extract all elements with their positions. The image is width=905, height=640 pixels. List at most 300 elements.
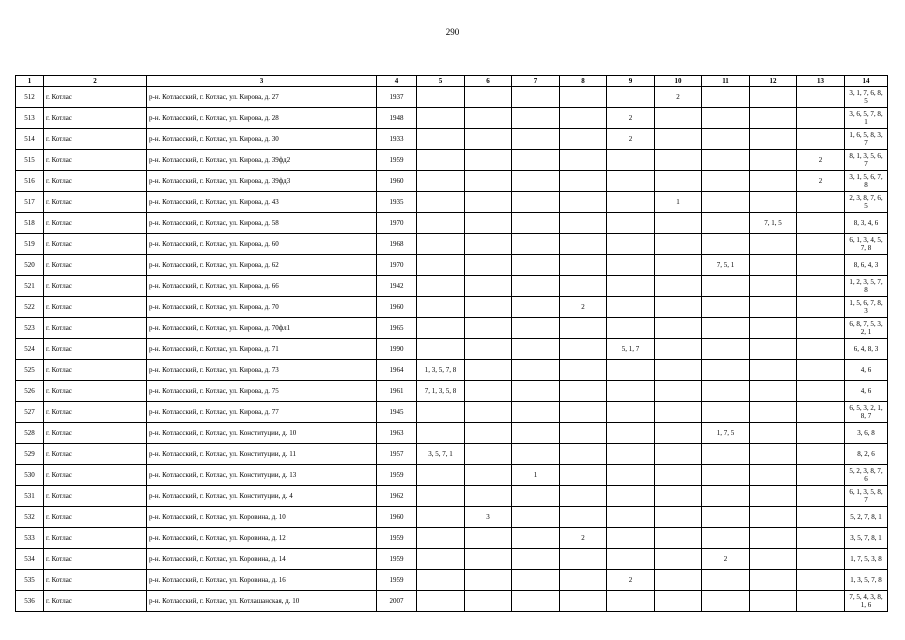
cell-col-13 — [797, 528, 845, 549]
table-row — [16, 570, 888, 591]
cell-col-12 — [750, 192, 797, 213]
cell-col-13 — [797, 402, 845, 423]
cell-col-8 — [560, 402, 607, 423]
cell-settlement: г. Котлас — [44, 318, 147, 339]
table-row — [16, 381, 888, 402]
cell-col-10 — [655, 234, 702, 255]
cell-address: р-н. Котласский, г. Котлас, ул. Кирова, д. 60 — [147, 234, 377, 255]
cell-col-8 — [560, 381, 607, 402]
cell-col-11 — [702, 444, 750, 465]
cell-col-12 — [750, 549, 797, 570]
cell-col-6 — [465, 339, 512, 360]
cell-col-13 — [797, 465, 845, 486]
cell-col-6 — [465, 318, 512, 339]
cell-year-built: 1965 — [377, 318, 417, 339]
cell-col-11 — [702, 129, 750, 150]
column-header-9: 9 — [607, 76, 655, 87]
cell-col-6 — [465, 444, 512, 465]
cell-col-10 — [655, 339, 702, 360]
cell-settlement: г. Котлас — [44, 465, 147, 486]
cell-col-12 — [750, 570, 797, 591]
cell-col-14: 5, 2, 7, 8, 1 — [845, 507, 888, 528]
cell-col-5 — [417, 591, 465, 612]
cell-col-6 — [465, 549, 512, 570]
cell-col-14: 4, 6 — [845, 381, 888, 402]
cell-col-7 — [512, 150, 560, 171]
cell-col-9 — [607, 171, 655, 192]
cell-col-11 — [702, 213, 750, 234]
cell-year-built: 1990 — [377, 339, 417, 360]
cell-row-number: 531 — [16, 486, 44, 507]
cell-year-built: 1959 — [377, 150, 417, 171]
cell-col-14: 7, 5, 4, 3, 8, 1, 6 — [845, 591, 888, 612]
cell-address: р-н. Котласский, г. Котлас, ул. Конституции, д. 4 — [147, 486, 377, 507]
table-row — [16, 486, 888, 507]
cell-row-number: 527 — [16, 402, 44, 423]
cell-col-6 — [465, 192, 512, 213]
cell-col-7 — [512, 129, 560, 150]
cell-col-7 — [512, 423, 560, 444]
cell-col-7 — [512, 108, 560, 129]
cell-col-12 — [750, 87, 797, 108]
cell-col-9 — [607, 444, 655, 465]
cell-col-8 — [560, 444, 607, 465]
cell-address: р-н. Котласский, г. Котлас, ул. Кирова, д. 70 — [147, 297, 377, 318]
cell-col-12 — [750, 591, 797, 612]
cell-col-10 — [655, 213, 702, 234]
cell-col-5 — [417, 570, 465, 591]
cell-col-13 — [797, 255, 845, 276]
cell-settlement: г. Котлас — [44, 360, 147, 381]
cell-col-12 — [750, 276, 797, 297]
cell-col-13: 2 — [797, 150, 845, 171]
cell-col-12 — [750, 318, 797, 339]
cell-col-9 — [607, 465, 655, 486]
column-header-3: 3 — [147, 76, 377, 87]
cell-col-12 — [750, 507, 797, 528]
page-number: 290 — [445, 27, 460, 37]
cell-col-12 — [750, 381, 797, 402]
column-header-13: 13 — [797, 76, 845, 87]
cell-col-8 — [560, 360, 607, 381]
cell-row-number: 520 — [16, 255, 44, 276]
cell-col-5 — [417, 297, 465, 318]
cell-col-8 — [560, 591, 607, 612]
cell-col-6 — [465, 150, 512, 171]
cell-col-8 — [560, 570, 607, 591]
cell-col-9 — [607, 213, 655, 234]
cell-row-number: 517 — [16, 192, 44, 213]
cell-col-14: 5, 2, 3, 8, 7, 6 — [845, 465, 888, 486]
cell-col-12 — [750, 465, 797, 486]
cell-col-8 — [560, 486, 607, 507]
cell-address: р-н. Котласский, г. Котлас, ул. Кирова, д. 39фд2 — [147, 150, 377, 171]
table-row — [16, 171, 888, 192]
cell-col-9 — [607, 255, 655, 276]
cell-col-11 — [702, 150, 750, 171]
cell-col-6 — [465, 570, 512, 591]
cell-col-14: 6, 4, 8, 3 — [845, 339, 888, 360]
cell-row-number: 513 — [16, 108, 44, 129]
cell-col-14: 2, 3, 8, 7, 6, 5 — [845, 192, 888, 213]
cell-col-7 — [512, 234, 560, 255]
cell-year-built: 1957 — [377, 444, 417, 465]
cell-address: р-н. Котласский, г. Котлас, ул. Кирова, д. 62 — [147, 255, 377, 276]
cell-col-6 — [465, 297, 512, 318]
cell-col-11 — [702, 87, 750, 108]
cell-col-8 — [560, 213, 607, 234]
cell-col-13 — [797, 360, 845, 381]
cell-col-14: 6, 5, 3, 2, 1, 8, 7 — [845, 402, 888, 423]
cell-col-6 — [465, 234, 512, 255]
cell-settlement: г. Котлас — [44, 570, 147, 591]
cell-col-11 — [702, 486, 750, 507]
cell-col-11 — [702, 402, 750, 423]
column-header-6: 6 — [465, 76, 512, 87]
table-row — [16, 129, 888, 150]
cell-col-8 — [560, 276, 607, 297]
cell-col-10 — [655, 528, 702, 549]
cell-year-built: 1937 — [377, 87, 417, 108]
cell-row-number: 512 — [16, 87, 44, 108]
cell-col-6 — [465, 276, 512, 297]
cell-col-11 — [702, 171, 750, 192]
table-row — [16, 444, 888, 465]
cell-col-10 — [655, 255, 702, 276]
cell-col-9 — [607, 402, 655, 423]
cell-settlement: г. Котлас — [44, 423, 147, 444]
cell-col-11 — [702, 570, 750, 591]
column-header-10: 10 — [655, 76, 702, 87]
cell-year-built: 1964 — [377, 360, 417, 381]
cell-settlement: г. Котлас — [44, 171, 147, 192]
cell-settlement: г. Котлас — [44, 108, 147, 129]
cell-row-number: 514 — [16, 129, 44, 150]
cell-col-6 — [465, 591, 512, 612]
cell-col-8 — [560, 423, 607, 444]
cell-col-10 — [655, 360, 702, 381]
cell-col-5 — [417, 87, 465, 108]
cell-col-14: 8, 2, 6 — [845, 444, 888, 465]
cell-col-11 — [702, 528, 750, 549]
cell-address: р-н. Котласский, г. Котлас, ул. Коровина, д. 14 — [147, 549, 377, 570]
column-header-7: 7 — [512, 76, 560, 87]
cell-col-8: 2 — [560, 528, 607, 549]
cell-settlement: г. Котлас — [44, 339, 147, 360]
cell-row-number: 518 — [16, 213, 44, 234]
column-header-1: 1 — [16, 76, 44, 87]
table-body — [16, 87, 888, 612]
cell-col-13 — [797, 444, 845, 465]
cell-col-13 — [797, 486, 845, 507]
cell-col-8 — [560, 129, 607, 150]
cell-address: р-н. Котласский, г. Котлас, ул. Кирова, д. 58 — [147, 213, 377, 234]
cell-row-number: 534 — [16, 549, 44, 570]
column-header-12: 12 — [750, 76, 797, 87]
cell-year-built: 1959 — [377, 570, 417, 591]
cell-col-8 — [560, 87, 607, 108]
cell-col-8 — [560, 192, 607, 213]
cell-year-built: 1962 — [377, 486, 417, 507]
cell-address: р-н. Котласский, г. Котлас, ул. Кирова, д. 30 — [147, 129, 377, 150]
cell-col-12 — [750, 360, 797, 381]
cell-col-5 — [417, 234, 465, 255]
cell-col-13 — [797, 381, 845, 402]
cell-col-14: 6, 1, 3, 4, 5, 7, 8 — [845, 234, 888, 255]
cell-row-number: 515 — [16, 150, 44, 171]
cell-col-9 — [607, 297, 655, 318]
cell-address: р-н. Котласский, г. Котлас, ул. Кирова, д. 43 — [147, 192, 377, 213]
cell-col-6 — [465, 486, 512, 507]
cell-col-11: 2 — [702, 549, 750, 570]
cell-col-9 — [607, 360, 655, 381]
cell-col-5: 7, 1, 3, 5, 8 — [417, 381, 465, 402]
cell-col-12 — [750, 255, 797, 276]
cell-col-11 — [702, 234, 750, 255]
cell-col-12 — [750, 528, 797, 549]
table-row — [16, 150, 888, 171]
cell-col-7 — [512, 255, 560, 276]
cell-col-13 — [797, 318, 845, 339]
cell-col-14: 3, 6, 5, 7, 8, 1 — [845, 108, 888, 129]
cell-settlement: г. Котлас — [44, 444, 147, 465]
cell-address: р-н. Котласский, г. Котлас, ул. Котлашанская, д. 10 — [147, 591, 377, 612]
cell-col-7 — [512, 276, 560, 297]
cell-col-8 — [560, 108, 607, 129]
cell-col-9 — [607, 192, 655, 213]
cell-row-number: 530 — [16, 465, 44, 486]
cell-year-built: 1961 — [377, 381, 417, 402]
cell-address: р-н. Котласский, г. Котлас, ул. Кирова, д. 71 — [147, 339, 377, 360]
table-row — [16, 213, 888, 234]
cell-year-built: 1970 — [377, 255, 417, 276]
cell-col-9: 2 — [607, 129, 655, 150]
table-header-row — [16, 76, 888, 87]
cell-col-14: 6, 1, 3, 5, 8, 7 — [845, 486, 888, 507]
cell-col-8 — [560, 549, 607, 570]
cell-year-built: 1970 — [377, 213, 417, 234]
cell-settlement: г. Котлас — [44, 528, 147, 549]
cell-address: р-н. Котласский, г. Котлас, ул. Кирова, д. 75 — [147, 381, 377, 402]
cell-col-13 — [797, 570, 845, 591]
cell-row-number: 528 — [16, 423, 44, 444]
cell-row-number: 522 — [16, 297, 44, 318]
cell-col-12: 7, 1, 5 — [750, 213, 797, 234]
cell-col-6 — [465, 465, 512, 486]
cell-col-7 — [512, 591, 560, 612]
table-row — [16, 528, 888, 549]
table-row — [16, 507, 888, 528]
cell-col-12 — [750, 423, 797, 444]
cell-col-13 — [797, 87, 845, 108]
cell-col-7 — [512, 444, 560, 465]
cell-col-10 — [655, 297, 702, 318]
cell-col-14: 1, 6, 5, 8, 3, 7 — [845, 129, 888, 150]
cell-col-9 — [607, 507, 655, 528]
cell-address: р-н. Котласский, г. Котлас, ул. Кирова, д. 28 — [147, 108, 377, 129]
cell-col-12 — [750, 339, 797, 360]
cell-col-7 — [512, 528, 560, 549]
cell-col-10 — [655, 423, 702, 444]
cell-settlement: г. Котлас — [44, 234, 147, 255]
cell-year-built: 1960 — [377, 171, 417, 192]
table-row — [16, 402, 888, 423]
column-header-14: 14 — [845, 76, 888, 87]
cell-col-13 — [797, 591, 845, 612]
cell-col-6 — [465, 423, 512, 444]
cell-col-10 — [655, 486, 702, 507]
cell-address: р-н. Котласский, г. Котлас, ул. Коровина, д. 16 — [147, 570, 377, 591]
cell-col-6: 3 — [465, 507, 512, 528]
table-row — [16, 255, 888, 276]
cell-col-14: 3, 5, 7, 8, 1 — [845, 528, 888, 549]
cell-col-14: 1, 5, 6, 7, 8, 3 — [845, 297, 888, 318]
table-row — [16, 276, 888, 297]
cell-col-5 — [417, 276, 465, 297]
table-row — [16, 591, 888, 612]
table-row — [16, 87, 888, 108]
cell-col-9 — [607, 150, 655, 171]
cell-col-8 — [560, 318, 607, 339]
cell-col-10 — [655, 150, 702, 171]
cell-col-9 — [607, 423, 655, 444]
cell-col-11 — [702, 465, 750, 486]
table-row — [16, 297, 888, 318]
cell-col-8 — [560, 507, 607, 528]
cell-col-6 — [465, 255, 512, 276]
cell-year-built: 1933 — [377, 129, 417, 150]
cell-col-8: 2 — [560, 297, 607, 318]
cell-row-number: 525 — [16, 360, 44, 381]
cell-col-14: 3, 6, 8 — [845, 423, 888, 444]
cell-col-10 — [655, 549, 702, 570]
cell-col-13 — [797, 129, 845, 150]
cell-row-number: 532 — [16, 507, 44, 528]
cell-col-13 — [797, 549, 845, 570]
cell-col-7 — [512, 570, 560, 591]
cell-settlement: г. Котлас — [44, 486, 147, 507]
cell-settlement: г. Котлас — [44, 150, 147, 171]
cell-col-7 — [512, 213, 560, 234]
table-row — [16, 360, 888, 381]
cell-col-9: 2 — [607, 570, 655, 591]
cell-col-12 — [750, 297, 797, 318]
cell-col-7 — [512, 318, 560, 339]
cell-settlement: г. Котлас — [44, 297, 147, 318]
cell-col-5 — [417, 423, 465, 444]
cell-settlement: г. Котлас — [44, 549, 147, 570]
cell-address: р-н. Котласский, г. Котлас, ул. Кирова, д. 77 — [147, 402, 377, 423]
cell-col-5: 1, 3, 5, 7, 8 — [417, 360, 465, 381]
cell-col-8 — [560, 234, 607, 255]
cell-settlement: г. Котлас — [44, 507, 147, 528]
cell-row-number: 536 — [16, 591, 44, 612]
cell-col-14: 8, 6, 4, 3 — [845, 255, 888, 276]
cell-col-14: 8, 1, 3, 5, 6, 7 — [845, 150, 888, 171]
cell-col-11 — [702, 108, 750, 129]
register-table — [15, 75, 888, 612]
cell-address: р-н. Котласский, г. Котлас, ул. Конституции, д. 10 — [147, 423, 377, 444]
cell-col-6 — [465, 213, 512, 234]
table-row — [16, 234, 888, 255]
cell-settlement: г. Котлас — [44, 129, 147, 150]
cell-row-number: 523 — [16, 318, 44, 339]
cell-col-5 — [417, 192, 465, 213]
cell-col-9 — [607, 486, 655, 507]
cell-settlement: г. Котлас — [44, 591, 147, 612]
cell-col-12 — [750, 150, 797, 171]
cell-col-5 — [417, 402, 465, 423]
cell-col-5: 3, 5, 7, 1 — [417, 444, 465, 465]
cell-row-number: 519 — [16, 234, 44, 255]
cell-col-7 — [512, 381, 560, 402]
cell-col-11 — [702, 297, 750, 318]
cell-col-5 — [417, 171, 465, 192]
cell-col-10 — [655, 507, 702, 528]
cell-col-9 — [607, 234, 655, 255]
cell-col-12 — [750, 129, 797, 150]
cell-address: р-н. Котласский, г. Котлас, ул. Конституции, д. 11 — [147, 444, 377, 465]
cell-col-8 — [560, 465, 607, 486]
cell-settlement: г. Котлас — [44, 213, 147, 234]
cell-col-9 — [607, 528, 655, 549]
cell-address: р-н. Котласский, г. Котлас, ул. Коровина, д. 10 — [147, 507, 377, 528]
cell-year-built: 1948 — [377, 108, 417, 129]
cell-col-13 — [797, 234, 845, 255]
cell-col-14: 1, 3, 5, 7, 8 — [845, 570, 888, 591]
cell-year-built: 1959 — [377, 465, 417, 486]
cell-col-14: 4, 6 — [845, 360, 888, 381]
cell-col-5 — [417, 549, 465, 570]
cell-col-6 — [465, 528, 512, 549]
column-header-5: 5 — [417, 76, 465, 87]
cell-col-5 — [417, 129, 465, 150]
cell-col-5 — [417, 150, 465, 171]
cell-settlement: г. Котлас — [44, 255, 147, 276]
cell-col-5 — [417, 213, 465, 234]
cell-col-10 — [655, 129, 702, 150]
cell-col-13 — [797, 423, 845, 444]
cell-col-5 — [417, 486, 465, 507]
cell-row-number: 526 — [16, 381, 44, 402]
cell-col-10 — [655, 465, 702, 486]
table-row — [16, 423, 888, 444]
cell-year-built: 1968 — [377, 234, 417, 255]
cell-col-8 — [560, 255, 607, 276]
cell-year-built: 2007 — [377, 591, 417, 612]
cell-year-built: 1960 — [377, 507, 417, 528]
cell-col-7 — [512, 339, 560, 360]
cell-col-8 — [560, 150, 607, 171]
cell-col-5 — [417, 255, 465, 276]
cell-col-6 — [465, 171, 512, 192]
cell-col-9 — [607, 318, 655, 339]
cell-col-6 — [465, 360, 512, 381]
cell-year-built: 1960 — [377, 297, 417, 318]
table-row — [16, 108, 888, 129]
cell-row-number: 521 — [16, 276, 44, 297]
cell-col-9 — [607, 276, 655, 297]
column-header-2: 2 — [44, 76, 147, 87]
cell-col-12 — [750, 108, 797, 129]
cell-col-11: 7, 5, 1 — [702, 255, 750, 276]
cell-year-built: 1963 — [377, 423, 417, 444]
cell-col-9 — [607, 591, 655, 612]
cell-settlement: г. Котлас — [44, 87, 147, 108]
cell-col-11 — [702, 339, 750, 360]
cell-col-11 — [702, 318, 750, 339]
cell-settlement: г. Котлас — [44, 276, 147, 297]
